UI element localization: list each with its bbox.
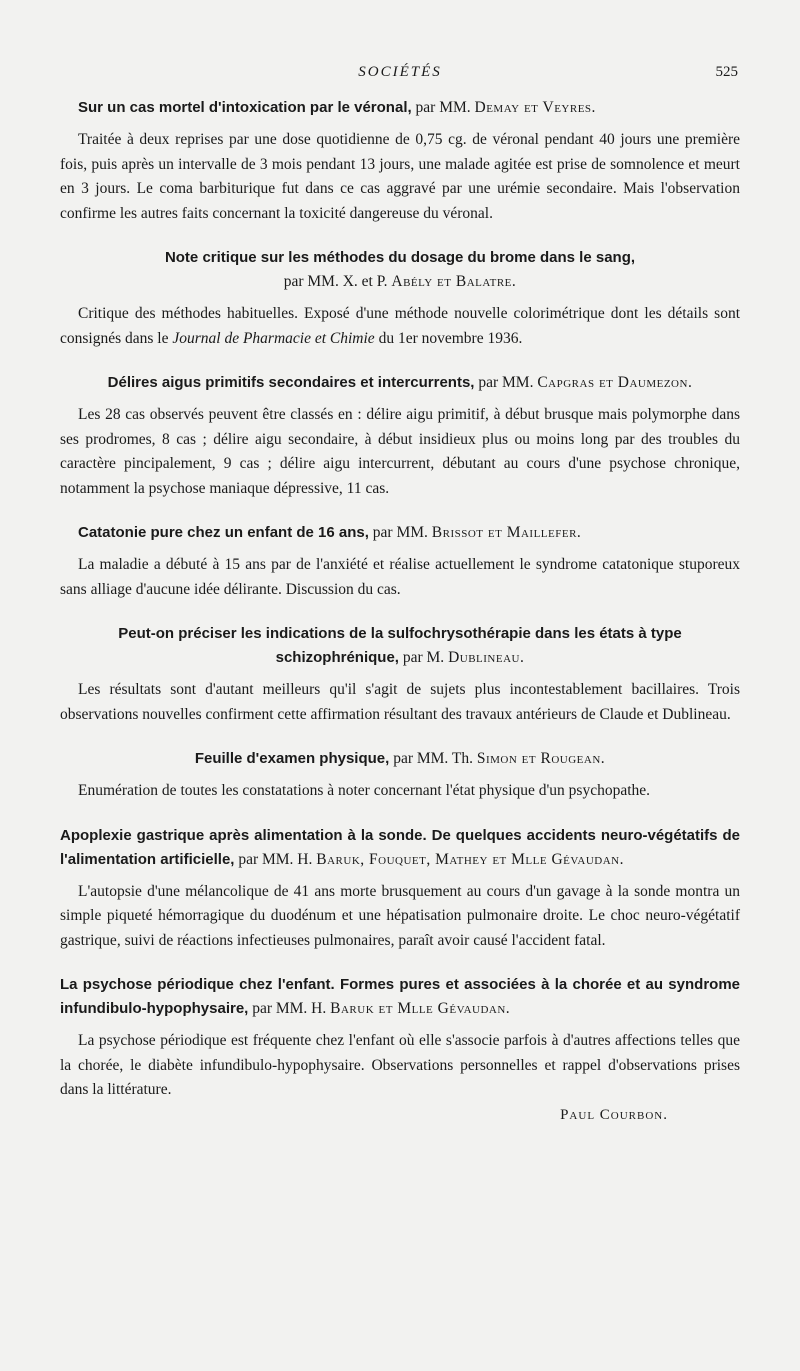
abstract-catatonie [60, 521, 740, 602]
abstract-title: Sur un cas mortel d'intoxication par le véronal, [78, 99, 412, 116]
abstract-heading [60, 622, 740, 670]
page-header [60, 64, 740, 86]
abstract-heading [60, 824, 740, 872]
abstracts-column [60, 96, 740, 1124]
authors: Baruk et Mlle Gévaudan. [330, 1000, 511, 1017]
authors-prefix: par MM. Th. [393, 750, 473, 767]
abstract-title: Catatonie pure chez un enfant de 16 ans, [78, 524, 369, 541]
authors-prefix: par MM. H. [238, 850, 313, 868]
abstract-title: Note critique sur les méthodes du dosage du brome dans le sang, [164, 249, 636, 266]
body-text: du 1er novembre 1936. [374, 329, 523, 347]
abstract-psychose-periodique [60, 973, 740, 1103]
authors-prefix: par M. [402, 649, 445, 666]
authors: Abély et Balatre. [391, 273, 517, 290]
running-head: SOCIÉTÉS [358, 64, 442, 80]
authors-prefix: par MM. [478, 374, 534, 391]
abstract-body: La maladie a débuté à 15 ans par de l'anxiété et réalise actuellement le syndrome catatonique stuporeux sans alliage d'aucune idée délirante. Discussion du cas. [60, 556, 740, 598]
journal-title: Journal de Pharmacie et Chimie [172, 329, 375, 347]
authors: Demay et Veyres. [474, 99, 596, 116]
abstract-title: Délires aigus primitifs secondaires et intercurrents, [107, 374, 475, 391]
abstract-body: La psychose périodique est fréquente chez l'enfant où elle s'associe parfois à d'autres affections telles que la chorée, le diabète infundibulo-hypophysaire. Observations personnelles et rappel d'observations prises dans la littérature. [60, 1032, 740, 1098]
page-number: 525 [715, 64, 738, 80]
abstract-heading [60, 973, 740, 1021]
authors-prefix: par MM. [372, 524, 428, 541]
abstract-body: Enumération de toutes les constatations à noter concernant l'état physique d'un psychopathe. [78, 782, 651, 799]
signature: Paul Courbon. [560, 1106, 668, 1123]
abstract-apoplexie [60, 824, 740, 954]
abstract-title: Peut-on préciser les indications de la sulfochrysothérapie dans les états à type schizophrénique, [118, 625, 682, 666]
abstract-title: Feuille d'examen physique, [194, 750, 390, 767]
authors: Simon et Rougean. [476, 750, 606, 767]
abstract-title: Apoplexie gastrique après alimentation à la sonde. De quelques accidents neuro-végétatifs de l'alimentation artificielle, [60, 826, 740, 868]
body-text: Critique des méthodes habituelles. Exposé d'une méthode nouvelle colorimétrique dont les détails sont consignés dans le [60, 305, 740, 347]
abstract-heading [60, 747, 740, 771]
abstract-body: Traitée à deux reprises par une dose quotidienne de 0,75 cg. de véronal pendant 40 jours une première fois, puis après un intervalle de 3 mois pendant 13 jours, une malade agitée est prise de somnolence et meurt en 3 jours. Le coma barbiturique fut dans ce cas aggravé par une urémie secondaire. Mais l'observation confirme les autres faits concernant la toxicité dangereuse du véronal. [60, 131, 740, 222]
abstract-heading [60, 521, 740, 545]
abstract-body: Les résultats sont d'autant meilleurs qu'il s'agit de sujets plus incontestablement bacillaires. Trois observations nouvelles confirment cette affirmation résultant des travaux antérieurs de Claude et Dublineau. [60, 681, 740, 723]
authors: Dublineau. [448, 649, 525, 666]
abstract-heading [60, 246, 740, 294]
abstract-body: Les 28 cas observés peuvent être classés en : délire aigu primitif, à début brusque mais polymorphe dans ses prodromes, 8 cas ; délire aigu secondaire, à début insidieux plus ou moins long par des troubles du caractère pincipalement, 9 cas ; délire aigu intercurrent, débutant au cours d'une psychose chronique, notamment la psychose maniaque dépressive, 11 cas. [60, 406, 740, 497]
authors: Capgras et Daumezon. [537, 374, 693, 391]
authors: Baruk, Fouquet, Mathey et Mlle Gévaudan. [316, 850, 624, 868]
abstract-title: La psychose périodique chez l'enfant. Formes pures et associées à la chorée et au syndrome infundibulo-hypophysaire, [60, 976, 740, 1017]
authors-prefix: par MM. [415, 99, 471, 116]
abstract-heading [60, 371, 740, 395]
abstract-feuille-examen [60, 747, 740, 804]
abstract-brome [60, 246, 740, 351]
abstract-delires [60, 371, 740, 501]
authors-prefix: par MM. X. et P. [283, 273, 388, 290]
abstract-body: L'autopsie d'une mélancolique de 41 ans morte brusquement au cours d'un gavage à la sonde montra un simple piqueté hémorragique du duodénum et une hépatisation pulmonaire droite. Le choc neuro-végétatif gastrique, suivi de réactions infectieuses pulmonaires, paraît avoir causé l'accident fatal. [60, 882, 740, 949]
authors-prefix: par MM. H. [252, 1000, 327, 1017]
authors: Brissot et Maillefer. [431, 524, 582, 541]
abstract-heading [60, 96, 740, 120]
abstract-veronal [60, 96, 740, 226]
abstract-body [60, 302, 740, 351]
abstract-sulfochrysotherapie [60, 622, 740, 727]
